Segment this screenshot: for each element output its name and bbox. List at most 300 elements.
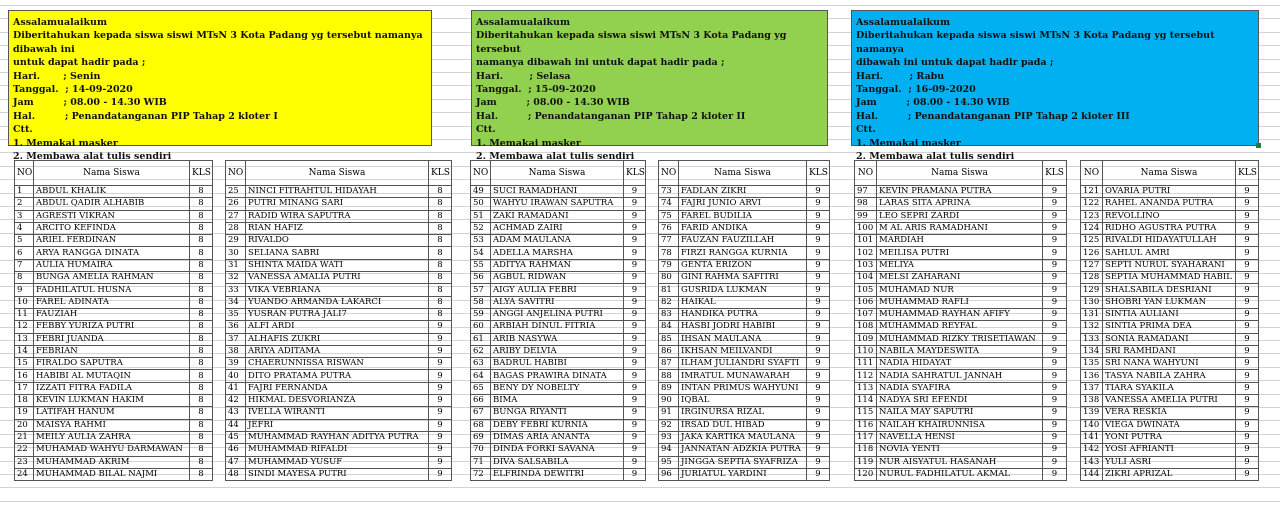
- cell-name[interactable]: SRI NANA WAHYUNI: [1103, 358, 1236, 370]
- cell-no[interactable]: 129: [1081, 284, 1103, 296]
- cell-kls[interactable]: 9: [1043, 358, 1067, 370]
- cell-kls[interactable]: 9: [1236, 284, 1259, 296]
- cell-name[interactable]: NAILA MAY SAPUTRI: [877, 407, 1043, 419]
- cell-name[interactable]: ANGGI ANJELINA PUTRI: [491, 308, 624, 320]
- cell-no[interactable]: 106: [855, 296, 877, 308]
- cell-name[interactable]: ADITYA RAHMAN: [491, 259, 624, 271]
- cell-kls[interactable]: 9: [429, 370, 452, 382]
- cell-kls[interactable]: 9: [1043, 468, 1067, 480]
- cell-name[interactable]: FAUZAN FAUZILLAH: [679, 235, 807, 247]
- cell-kls[interactable]: 8: [190, 407, 213, 419]
- cell-kls[interactable]: 9: [1043, 259, 1067, 271]
- cell-no[interactable]: 22: [15, 444, 34, 456]
- cell-no[interactable]: 72: [471, 468, 491, 480]
- cell-name[interactable]: FAREL BUDILIA: [679, 210, 807, 222]
- cell-kls[interactable]: 9: [624, 272, 646, 284]
- cell-kls[interactable]: 8: [190, 210, 213, 222]
- cell-kls[interactable]: 9: [1236, 419, 1259, 431]
- cell-kls[interactable]: 9: [1043, 321, 1067, 333]
- cell-kls[interactable]: 8: [190, 308, 213, 320]
- cell-name[interactable]: NINCI FITRAHTUL HIDAYAH: [246, 186, 429, 198]
- cell-no[interactable]: 27: [226, 210, 246, 222]
- cell-name[interactable]: AIGY AULIA FEBRI: [491, 284, 624, 296]
- cell-name[interactable]: BIMA: [491, 395, 624, 407]
- cell-no[interactable]: 116: [855, 419, 877, 431]
- cell-kls[interactable]: 8: [190, 222, 213, 234]
- cell-name[interactable]: HASBI JODRI HABIBI: [679, 321, 807, 333]
- cell-name[interactable]: M AL ARIS RAMADHANI: [877, 222, 1043, 234]
- cell-name[interactable]: IRGINURSA RIZAL: [679, 407, 807, 419]
- cell-kls[interactable]: 8: [429, 296, 452, 308]
- cell-name[interactable]: MUHAMMAD RAYHAN AFIFY: [877, 308, 1043, 320]
- cell-kls[interactable]: 9: [624, 431, 646, 443]
- cell-name[interactable]: ALFI ARDI: [246, 321, 429, 333]
- cell-name[interactable]: DINDA FORKI SAVANA: [491, 444, 624, 456]
- cell-kls[interactable]: 9: [1236, 358, 1259, 370]
- cell-name[interactable]: SELIANA SABRI: [246, 247, 429, 259]
- cell-no[interactable]: 125: [1081, 235, 1103, 247]
- cell-no[interactable]: 83: [659, 308, 679, 320]
- cell-name[interactable]: VIEGA DWINATA: [1103, 419, 1236, 431]
- cell-kls[interactable]: 8: [190, 284, 213, 296]
- cell-name[interactable]: ILHAM JULIANDRI SYAFTI: [679, 358, 807, 370]
- cell-name[interactable]: YOSI AFRIANTI: [1103, 444, 1236, 456]
- cell-no[interactable]: 121: [1081, 186, 1103, 198]
- cell-kls[interactable]: 9: [624, 345, 646, 357]
- cell-no[interactable]: 138: [1081, 395, 1103, 407]
- cell-kls[interactable]: 9: [429, 468, 452, 480]
- cell-no[interactable]: 19: [15, 407, 34, 419]
- cell-name[interactable]: MUHAMMAD BILAL NAJMI: [34, 468, 190, 480]
- cell-kls[interactable]: 9: [1043, 186, 1067, 198]
- cell-kls[interactable]: 9: [1043, 210, 1067, 222]
- cell-kls[interactable]: 8: [190, 186, 213, 198]
- cell-kls[interactable]: 9: [624, 468, 646, 480]
- cell-name[interactable]: IMRATUL MUNAWARAH: [679, 370, 807, 382]
- cell-kls[interactable]: 9: [1043, 407, 1067, 419]
- cell-no[interactable]: 85: [659, 333, 679, 345]
- cell-kls[interactable]: 9: [1043, 222, 1067, 234]
- cell-no[interactable]: 44: [226, 419, 246, 431]
- cell-kls[interactable]: 9: [1236, 296, 1259, 308]
- cell-name[interactable]: GUSRIDA LUKMAN: [679, 284, 807, 296]
- cell-name[interactable]: MUHAMMAD RIFALDI: [246, 444, 429, 456]
- cell-name[interactable]: RIVALDI HIDAYATULLAH: [1103, 235, 1236, 247]
- cell-no[interactable]: 12: [15, 321, 34, 333]
- cell-name[interactable]: MUHAMAD WAHYU DARMAWAN: [34, 444, 190, 456]
- cell-no[interactable]: 50: [471, 198, 491, 210]
- cell-no[interactable]: 63: [471, 358, 491, 370]
- cell-kls[interactable]: 9: [807, 186, 830, 198]
- cell-kls[interactable]: 9: [807, 321, 830, 333]
- cell-kls[interactable]: 8: [190, 345, 213, 357]
- cell-name[interactable]: FARID ANDIKA: [679, 222, 807, 234]
- cell-name[interactable]: DEBY FEBRI KURNIA: [491, 419, 624, 431]
- cell-name[interactable]: FADLAN ZIKRI: [679, 186, 807, 198]
- cell-name[interactable]: YUSRAN PUTRA JALI7: [246, 308, 429, 320]
- cell-kls[interactable]: 9: [1236, 210, 1259, 222]
- cell-kls[interactable]: 9: [429, 407, 452, 419]
- cell-kls[interactable]: 9: [807, 468, 830, 480]
- cell-name[interactable]: HAIKAL: [679, 296, 807, 308]
- cell-kls[interactable]: 9: [624, 296, 646, 308]
- cell-name[interactable]: ARYA RANGGA DINATA: [34, 247, 190, 259]
- cell-kls[interactable]: 9: [624, 284, 646, 296]
- cell-name[interactable]: MUHAMMAD RAFLI: [877, 296, 1043, 308]
- cell-no[interactable]: 78: [659, 247, 679, 259]
- cell-no[interactable]: 94: [659, 444, 679, 456]
- cell-name[interactable]: FEBRI JUANDA: [34, 333, 190, 345]
- cell-no[interactable]: 20: [15, 419, 34, 431]
- cell-no[interactable]: 2: [15, 198, 34, 210]
- cell-no[interactable]: 42: [226, 395, 246, 407]
- cell-kls[interactable]: 9: [1043, 456, 1067, 468]
- cell-name[interactable]: IZZATI FITRA FADILA: [34, 382, 190, 394]
- cell-no[interactable]: 102: [855, 247, 877, 259]
- cell-name[interactable]: AGRESTI VIKRAN: [34, 210, 190, 222]
- cell-name[interactable]: REVOLLINO: [1103, 210, 1236, 222]
- cell-name[interactable]: ARIB NASYWA: [491, 333, 624, 345]
- cell-no[interactable]: 112: [855, 370, 877, 382]
- cell-no[interactable]: 130: [1081, 296, 1103, 308]
- cell-kls[interactable]: 9: [807, 284, 830, 296]
- cell-no[interactable]: 120: [855, 468, 877, 480]
- selection-fill-handle[interactable]: [1256, 143, 1261, 148]
- cell-name[interactable]: FEBBY YURIZA PUTRI: [34, 321, 190, 333]
- cell-kls[interactable]: 9: [1236, 198, 1259, 210]
- cell-no[interactable]: 43: [226, 407, 246, 419]
- cell-no[interactable]: 127: [1081, 259, 1103, 271]
- cell-name[interactable]: YONI PUTRA: [1103, 431, 1236, 443]
- cell-name[interactable]: FAREL ADINATA: [34, 296, 190, 308]
- cell-kls[interactable]: 8: [429, 186, 452, 198]
- cell-no[interactable]: 90: [659, 395, 679, 407]
- cell-no[interactable]: 34: [226, 296, 246, 308]
- cell-no[interactable]: 110: [855, 345, 877, 357]
- cell-no[interactable]: 51: [471, 210, 491, 222]
- notice-box-kloter-2[interactable]: [471, 10, 828, 163]
- cell-no[interactable]: 142: [1081, 444, 1103, 456]
- cell-name[interactable]: FIRZI RANGGA KURNIA: [679, 247, 807, 259]
- cell-no[interactable]: 91: [659, 407, 679, 419]
- cell-name[interactable]: IQBAL: [679, 395, 807, 407]
- cell-name[interactable]: NURUL FADHILATUL AKMAL: [877, 468, 1043, 480]
- cell-kls[interactable]: 9: [1236, 259, 1259, 271]
- cell-kls[interactable]: 9: [1043, 296, 1067, 308]
- cell-no[interactable]: 98: [855, 198, 877, 210]
- cell-kls[interactable]: 9: [624, 259, 646, 271]
- cell-no[interactable]: 32: [226, 272, 246, 284]
- cell-no[interactable]: 56: [471, 272, 491, 284]
- cell-no[interactable]: 144: [1081, 468, 1103, 480]
- cell-name[interactable]: HANDIKA PUTRA: [679, 308, 807, 320]
- cell-name[interactable]: MUHAMMAD AKRIM: [34, 456, 190, 468]
- cell-no[interactable]: 131: [1081, 308, 1103, 320]
- cell-kls[interactable]: 9: [1236, 370, 1259, 382]
- cell-no[interactable]: 35: [226, 308, 246, 320]
- cell-kls[interactable]: 9: [1236, 395, 1259, 407]
- cell-name[interactable]: FAJRI FERNANDA: [246, 382, 429, 394]
- cell-no[interactable]: 82: [659, 296, 679, 308]
- cell-name[interactable]: MUHAMAD NUR: [877, 284, 1043, 296]
- cell-name[interactable]: ABDUL KHALIK: [34, 186, 190, 198]
- cell-kls[interactable]: 9: [429, 456, 452, 468]
- cell-no[interactable]: 55: [471, 259, 491, 271]
- cell-kls[interactable]: 8: [429, 308, 452, 320]
- cell-name[interactable]: ALYA SAVITRI: [491, 296, 624, 308]
- cell-no[interactable]: 89: [659, 382, 679, 394]
- cell-name[interactable]: DIVA SALSABILA: [491, 456, 624, 468]
- cell-kls[interactable]: 9: [807, 444, 830, 456]
- cell-kls[interactable]: 9: [624, 419, 646, 431]
- cell-name[interactable]: RIAN HAFIZ: [246, 222, 429, 234]
- cell-name[interactable]: MUHAMMAD RIZKY TRISETIAWAN: [877, 333, 1043, 345]
- cell-no[interactable]: 5: [15, 235, 34, 247]
- cell-kls[interactable]: 9: [1043, 333, 1067, 345]
- cell-kls[interactable]: 9: [624, 321, 646, 333]
- cell-no[interactable]: 29: [226, 235, 246, 247]
- cell-kls[interactable]: 9: [1236, 186, 1259, 198]
- cell-name[interactable]: FIRALDO SAPUTRA: [34, 358, 190, 370]
- cell-no[interactable]: 68: [471, 419, 491, 431]
- cell-kls[interactable]: 9: [624, 198, 646, 210]
- cell-no[interactable]: 30: [226, 247, 246, 259]
- cell-no[interactable]: 60: [471, 321, 491, 333]
- cell-no[interactable]: 114: [855, 395, 877, 407]
- cell-kls[interactable]: 9: [1236, 382, 1259, 394]
- cell-no[interactable]: 66: [471, 395, 491, 407]
- cell-no[interactable]: 52: [471, 222, 491, 234]
- cell-no[interactable]: 128: [1081, 272, 1103, 284]
- cell-kls[interactable]: 9: [1043, 444, 1067, 456]
- cell-no[interactable]: 18: [15, 395, 34, 407]
- cell-name[interactable]: CHAERUNNISSA RISWAN: [246, 358, 429, 370]
- cell-name[interactable]: FAJRI JUNIO ARVI: [679, 198, 807, 210]
- cell-kls[interactable]: 9: [624, 210, 646, 222]
- cell-no[interactable]: 79: [659, 259, 679, 271]
- cell-no[interactable]: 103: [855, 259, 877, 271]
- cell-no[interactable]: 140: [1081, 419, 1103, 431]
- cell-no[interactable]: 76: [659, 222, 679, 234]
- cell-kls[interactable]: 9: [807, 456, 830, 468]
- cell-name[interactable]: ZAKI RAMADANI: [491, 210, 624, 222]
- cell-name[interactable]: NABILA MAYDESWITA: [877, 345, 1043, 357]
- cell-no[interactable]: 111: [855, 358, 877, 370]
- cell-kls[interactable]: 9: [429, 358, 452, 370]
- cell-kls[interactable]: 9: [1236, 407, 1259, 419]
- cell-kls[interactable]: 9: [1043, 370, 1067, 382]
- cell-name[interactable]: JANNATAN ADZKIA PUTRA: [679, 444, 807, 456]
- cell-no[interactable]: 67: [471, 407, 491, 419]
- cell-no[interactable]: 31: [226, 259, 246, 271]
- cell-no[interactable]: 26: [226, 198, 246, 210]
- cell-no[interactable]: 8: [15, 272, 34, 284]
- cell-no[interactable]: 104: [855, 272, 877, 284]
- cell-kls[interactable]: 9: [1236, 247, 1259, 259]
- cell-kls[interactable]: 9: [1043, 272, 1067, 284]
- cell-kls[interactable]: 8: [190, 235, 213, 247]
- cell-no[interactable]: 70: [471, 444, 491, 456]
- cell-name[interactable]: NADIA SYAFIRA: [877, 382, 1043, 394]
- cell-name[interactable]: PUTRI MINANG SARI: [246, 198, 429, 210]
- cell-no[interactable]: 64: [471, 370, 491, 382]
- cell-name[interactable]: ACHMAD ZAIRI: [491, 222, 624, 234]
- cell-kls[interactable]: 9: [1043, 395, 1067, 407]
- cell-kls[interactable]: 9: [429, 382, 452, 394]
- cell-no[interactable]: 38: [226, 345, 246, 357]
- cell-no[interactable]: 96: [659, 468, 679, 480]
- cell-no[interactable]: 59: [471, 308, 491, 320]
- cell-no[interactable]: 99: [855, 210, 877, 222]
- cell-name[interactable]: RADID WIRA SAPUTRA: [246, 210, 429, 222]
- cell-name[interactable]: MUHAMMAD YUSUF: [246, 456, 429, 468]
- cell-no[interactable]: 7: [15, 259, 34, 271]
- cell-kls[interactable]: 9: [1043, 198, 1067, 210]
- cell-kls[interactable]: 9: [429, 321, 452, 333]
- cell-no[interactable]: 137: [1081, 382, 1103, 394]
- cell-kls[interactable]: 8: [190, 321, 213, 333]
- cell-no[interactable]: 109: [855, 333, 877, 345]
- cell-no[interactable]: 132: [1081, 321, 1103, 333]
- cell-name[interactable]: TIARA SYAKILA: [1103, 382, 1236, 394]
- cell-kls[interactable]: 8: [190, 431, 213, 443]
- cell-no[interactable]: 23: [15, 456, 34, 468]
- cell-name[interactable]: ALHAFIS ZUKRI: [246, 333, 429, 345]
- cell-kls[interactable]: 9: [624, 407, 646, 419]
- cell-no[interactable]: 93: [659, 431, 679, 443]
- cell-kls[interactable]: 9: [807, 382, 830, 394]
- cell-name[interactable]: DITO PRATAMA PUTRA: [246, 370, 429, 382]
- cell-kls[interactable]: 9: [807, 210, 830, 222]
- cell-name[interactable]: SEPTIA MUHAMMAD HABIL: [1103, 272, 1236, 284]
- cell-kls[interactable]: 8: [429, 235, 452, 247]
- cell-name[interactable]: DIMAS ARIA ANANTA: [491, 431, 624, 443]
- cell-name[interactable]: INTAN PRIMUS WAHYUNI: [679, 382, 807, 394]
- cell-kls[interactable]: 9: [1043, 284, 1067, 296]
- cell-kls[interactable]: 8: [429, 284, 452, 296]
- cell-kls[interactable]: 9: [1236, 321, 1259, 333]
- cell-kls[interactable]: 9: [1043, 419, 1067, 431]
- cell-name[interactable]: NADIA HIDAYAT: [877, 358, 1043, 370]
- cell-no[interactable]: 61: [471, 333, 491, 345]
- cell-no[interactable]: 69: [471, 431, 491, 443]
- cell-name[interactable]: IKHSAN MEILVANDI: [679, 345, 807, 357]
- cell-kls[interactable]: 9: [429, 345, 452, 357]
- cell-name[interactable]: MAISYA RAHMI: [34, 419, 190, 431]
- cell-name[interactable]: NUR AISYATUL HASANAH: [877, 456, 1043, 468]
- cell-kls[interactable]: 9: [624, 247, 646, 259]
- cell-no[interactable]: 6: [15, 247, 34, 259]
- cell-no[interactable]: 100: [855, 222, 877, 234]
- cell-name[interactable]: AGBUL RIDWAN: [491, 272, 624, 284]
- cell-name[interactable]: BUNGA RIYANTI: [491, 407, 624, 419]
- cell-no[interactable]: 36: [226, 321, 246, 333]
- cell-kls[interactable]: 9: [624, 333, 646, 345]
- cell-no[interactable]: 73: [659, 186, 679, 198]
- cell-name[interactable]: SINDI MAYESA PUTRI: [246, 468, 429, 480]
- cell-no[interactable]: 4: [15, 222, 34, 234]
- cell-name[interactable]: IHSAN MAULANA: [679, 333, 807, 345]
- cell-name[interactable]: IRSAD DUL HIBAD: [679, 419, 807, 431]
- cell-no[interactable]: 10: [15, 296, 34, 308]
- cell-no[interactable]: 75: [659, 210, 679, 222]
- cell-name[interactable]: FAUZIAH: [34, 308, 190, 320]
- cell-kls[interactable]: 9: [807, 296, 830, 308]
- cell-name[interactable]: ELFRINDA DEWITRI: [491, 468, 624, 480]
- cell-no[interactable]: 124: [1081, 222, 1103, 234]
- cell-no[interactable]: 15: [15, 358, 34, 370]
- cell-no[interactable]: 105: [855, 284, 877, 296]
- cell-kls[interactable]: 9: [1236, 431, 1259, 443]
- cell-no[interactable]: 134: [1081, 345, 1103, 357]
- cell-kls[interactable]: 9: [624, 444, 646, 456]
- cell-no[interactable]: 37: [226, 333, 246, 345]
- cell-no[interactable]: 1: [15, 186, 34, 198]
- cell-kls[interactable]: 8: [429, 247, 452, 259]
- cell-no[interactable]: 39: [226, 358, 246, 370]
- cell-name[interactable]: BENY DY NOBELTY: [491, 382, 624, 394]
- cell-name[interactable]: LEO SEPRI ZARDI: [877, 210, 1043, 222]
- cell-name[interactable]: SRI RAMHDANI: [1103, 345, 1236, 357]
- cell-no[interactable]: 126: [1081, 247, 1103, 259]
- cell-kls[interactable]: 8: [429, 198, 452, 210]
- cell-no[interactable]: 41: [226, 382, 246, 394]
- cell-kls[interactable]: 9: [807, 395, 830, 407]
- cell-no[interactable]: 139: [1081, 407, 1103, 419]
- cell-name[interactable]: MELSI ZAHARANI: [877, 272, 1043, 284]
- cell-name[interactable]: VIKA VEBRIANA: [246, 284, 429, 296]
- cell-no[interactable]: 54: [471, 247, 491, 259]
- cell-kls[interactable]: 9: [807, 370, 830, 382]
- cell-no[interactable]: 143: [1081, 456, 1103, 468]
- cell-kls[interactable]: 9: [429, 333, 452, 345]
- cell-no[interactable]: 92: [659, 419, 679, 431]
- cell-name[interactable]: LARAS SITA APRINA: [877, 198, 1043, 210]
- cell-no[interactable]: 86: [659, 345, 679, 357]
- cell-name[interactable]: KEVIN LUKMAN HAKIM: [34, 395, 190, 407]
- cell-kls[interactable]: 8: [190, 333, 213, 345]
- cell-no[interactable]: 81: [659, 284, 679, 296]
- cell-no[interactable]: 14: [15, 345, 34, 357]
- cell-kls[interactable]: 9: [624, 370, 646, 382]
- cell-no[interactable]: 45: [226, 431, 246, 443]
- cell-no[interactable]: 80: [659, 272, 679, 284]
- cell-no[interactable]: 115: [855, 407, 877, 419]
- cell-kls[interactable]: 8: [190, 358, 213, 370]
- cell-no[interactable]: 141: [1081, 431, 1103, 443]
- cell-name[interactable]: JAKA KARTIKA MAULANA: [679, 431, 807, 443]
- cell-no[interactable]: 11: [15, 308, 34, 320]
- cell-name[interactable]: BUNGA AMELIA RAHMAN: [34, 272, 190, 284]
- cell-name[interactable]: ARIEL FERDINAN: [34, 235, 190, 247]
- cell-name[interactable]: ZIKRI APRIZAL: [1103, 468, 1236, 480]
- cell-name[interactable]: LATIFAH HANUM: [34, 407, 190, 419]
- cell-no[interactable]: 33: [226, 284, 246, 296]
- cell-name[interactable]: ADAM MAULANA: [491, 235, 624, 247]
- cell-kls[interactable]: 9: [1236, 345, 1259, 357]
- cell-no[interactable]: 84: [659, 321, 679, 333]
- cell-kls[interactable]: 8: [190, 370, 213, 382]
- cell-kls[interactable]: 9: [1236, 222, 1259, 234]
- cell-name[interactable]: NADYA SRI EFENDI: [877, 395, 1043, 407]
- cell-no[interactable]: 118: [855, 444, 877, 456]
- cell-name[interactable]: NAVELLA HENSI: [877, 431, 1043, 443]
- cell-name[interactable]: ARIBY DELVIA: [491, 345, 624, 357]
- cell-name[interactable]: SHINTA MAIDA WATI: [246, 259, 429, 271]
- cell-name[interactable]: VERA RESKIA: [1103, 407, 1236, 419]
- cell-name[interactable]: ABDUL QADIR ALHABIB: [34, 198, 190, 210]
- cell-no[interactable]: 28: [226, 222, 246, 234]
